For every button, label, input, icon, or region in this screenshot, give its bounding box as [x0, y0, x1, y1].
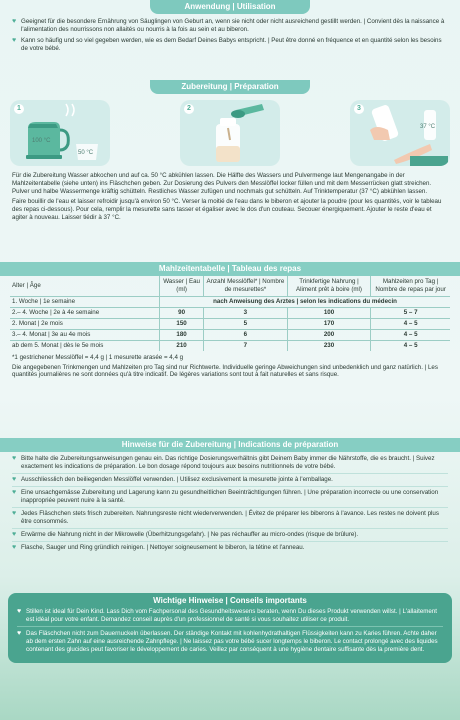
- preparation-title: Zubereitung | Préparation: [150, 80, 310, 94]
- ready-cell: 200: [287, 329, 371, 340]
- column-header: Mahlzeiten pro Tag | Nombre de repas par jour: [371, 276, 450, 296]
- list-item: [12, 489, 448, 508]
- doctor-note-cell: nach Anweisung des Arztes | selon les indications du médecin: [160, 296, 450, 307]
- usage-item-text: Geeignet für die besondere Ernährung von Säuglingen von Geburt an, wenn sie nicht oder nicht ausreichend gestillt werden. | Convient dès la naissance à l'alimentation des nourrissons non allaités ou nourris à la fois au sein et au biberon.: [21, 18, 445, 33]
- temperature-label: 100 °C: [32, 138, 51, 144]
- list-item: [12, 531, 448, 542]
- usage-list: [0, 14, 460, 53]
- preparation-illustrations: [0, 94, 460, 166]
- meal-table-section: [0, 262, 460, 381]
- column-header: Alter | Âge: [12, 281, 41, 289]
- heart-icon: ♥: [17, 629, 22, 637]
- column-header: Trinkfertige Nahrung | Aliment prêt à boire (ml): [287, 276, 371, 296]
- age-cell: 3.– 4. Monat | 3e au 4e mois: [12, 330, 91, 338]
- scoops-cell: 6: [204, 329, 288, 340]
- ready-cell: 230: [287, 340, 371, 350]
- important-title: Wichtige Hinweise | Conseils importants: [153, 596, 307, 605]
- water-cell: 90: [160, 307, 204, 318]
- scoop-footnote: *1 gestrichener Messlöffel = 4,4 g | 1 mesurette arasée = 4,4 g: [12, 353, 184, 361]
- heart-icon: ♥: [12, 488, 17, 496]
- bottle-scoop-icon: [180, 100, 280, 166]
- age-cell: 1. Woche | 1e semaine: [12, 297, 76, 305]
- list-item: [12, 544, 448, 554]
- important-text: Das Fläschchen nicht zum Dauernuckeln überlassen. Der ständige Kontakt mit kohlenhydrathaltigen Flüssigkeiten kann zu Karies führen. Achte daher ab dem ersten Zahn auf eine ausreichende Zahnpflege. | Ne laissez pas votre bébé sucer longtemps le biberon. Le contact prolongé avec des liquides contenant des glucides peut favoriser le développement de caries. Veillez par conséquent à une hygiène dentaire suffisante dès la première dent.: [26, 629, 438, 653]
- water-cell: 150: [160, 318, 204, 329]
- usage-section: [0, 0, 460, 56]
- age-cell: ab dem 5. Monat | dès le 5e mois: [12, 341, 104, 349]
- age-cell: 2.– 4. Woche | 2e à 4e semaine: [12, 308, 100, 316]
- important-list: [8, 608, 452, 656]
- list-item: [12, 510, 448, 529]
- table-header-row: [10, 276, 450, 296]
- hint-text: Erwärme die Nahrung nicht in der Mikrowelle (Überhitzungsgefahr). | Ne pas réchauffer au micro-ondes (risque de brûlure).: [21, 530, 359, 538]
- table-row: [10, 329, 450, 340]
- instructions-fr: Faire bouillir de l'eau et laisser refroidir jusqu'à environ 50 °C. Verser la moitié de l'eau dans le biberon et ajouter la poudre (pour les quantités, voir le tableau des repas ci-dessous). Pour cela, remplir la mesurette sans tasser et égaliser avec le dos d'un couteau. Secouer énergiquement. Ajouter le reste d'eau et agiter à nouveau. Laisser tiédir à 37 °C.: [12, 197, 442, 221]
- meals-cell: 4 – 5: [371, 329, 450, 340]
- list-item: [12, 476, 448, 487]
- water-cell: 180: [160, 329, 204, 340]
- guideline-note: Die angegebenen Trinkmengen und Mahlzeiten pro Tag sind nur Richtwerte. Individuelle geringe Abweichungen sind unbedenklich und ganz natürlich. | Les quantités journalières ne sont données qu'à titre indicatif. De légères variations sont tout à fait naturelles et sans risque.: [12, 363, 438, 379]
- important-notes-box: [8, 593, 452, 663]
- meal-table: [10, 276, 450, 351]
- hint-text: Eine unsachgemässe Zubereitung und Lagerung kann zu gesundheitlichen Beeinträchtigungen führen. | Une préparation incorrecte ou une conservation inappropriée peuvent nuire à la santé.: [21, 488, 439, 504]
- heart-icon: ♥: [12, 530, 17, 538]
- heart-icon: ♥: [12, 509, 17, 517]
- step-number: 3: [354, 104, 364, 114]
- heart-icon: ♥: [12, 543, 17, 551]
- temperature-label: 50 °C: [78, 150, 94, 156]
- heart-icon: ♥: [12, 18, 17, 25]
- hint-text: Bitte halte die Zubereitungsanweisungen genau ein. Das richtige Dosierungsverhältnis gibt Deinem Baby immer die Nährstoffe, die es braucht. | Suivez exactement les indications de préparation. Le bon dosage répond toujours aux besoins nutritionnels de votre bébé.: [21, 455, 435, 470]
- step-1-illustration: [10, 100, 110, 166]
- ready-cell: 100: [287, 307, 371, 318]
- important-text: Stillen ist ideal für Dein Kind. Lass Dich vom Fachpersonal des Gesundheitswesens beraten, wenn Du dieses Produkt verwenden willst. | L'allaitement est idéal pour votre enfant. Demandez conseil auprès d'un professionnel de santé si vous souhaitez utiliser ce produit.: [26, 608, 438, 623]
- temperature-label: 37 °C: [420, 124, 436, 130]
- list-item: [12, 455, 448, 474]
- usage-item-text: Kann so häufig und so viel gegeben werden, wie es dem Bedarf Deines Babys entspricht. | Peut être donné en fréquence et en quantité selon les besoins de votre bébé.: [21, 36, 442, 52]
- list-item: [12, 18, 448, 34]
- table-row: [10, 307, 450, 318]
- scoops-cell: 5: [204, 318, 288, 329]
- kettle-icon: [10, 100, 110, 166]
- list-item: [17, 608, 443, 627]
- column-header: Wasser | Eau (ml): [160, 276, 204, 296]
- meal-table-notes: [0, 351, 460, 380]
- step-3-illustration: [350, 100, 450, 166]
- step-2-illustration: [180, 100, 280, 166]
- scoops-cell: 7: [204, 340, 288, 350]
- step-number: 2: [184, 104, 194, 114]
- hint-text: Flasche, Sauger und Ring gründlich reinigen. | Nettoyer soigneusement le biberon, la tétine et l'anneau.: [21, 543, 305, 551]
- preparation-hints-section: [0, 438, 460, 555]
- scoops-cell: 3: [204, 307, 288, 318]
- meal-table-title: Mahlzeitentabelle | Tableau des repas: [0, 262, 460, 276]
- meals-cell: 5 – 7: [371, 307, 450, 318]
- meal-table-wrapper: [0, 276, 460, 351]
- list-item: [12, 37, 448, 53]
- table-row: [10, 296, 450, 307]
- hint-text: Ausschliesslich den beiliegenden Messlöffel verwenden. | Utilisez exclusivement la mesurette jointe à l'emballage.: [21, 475, 333, 483]
- table-row: [10, 318, 450, 329]
- preparation-instructions: [0, 166, 460, 222]
- usage-title: Anwendung | Utilisation: [150, 0, 310, 14]
- hint-text: Jedes Fläschchen stets frisch zubereiten. Nahrungsreste nicht wiederverwenden. | Évitez de préparer les biberons à l'avance. Les restes ne doivent plus être consommés.: [21, 509, 439, 525]
- column-header: Anzahl Messlöffel* | Nombre de mesurettes*: [204, 276, 288, 296]
- age-cell: 2. Monat | 2e mois: [12, 319, 63, 327]
- list-item: [17, 630, 443, 656]
- hints-title: Hinweise für die Zubereitung | Indications de préparation: [0, 438, 460, 452]
- heart-icon: ♥: [12, 36, 17, 44]
- hints-list: [0, 452, 460, 553]
- preparation-section: [0, 80, 460, 224]
- meals-cell: 4 – 5: [371, 340, 450, 350]
- table-row: [10, 340, 450, 350]
- heart-icon: ♥: [12, 475, 17, 483]
- heart-icon: ♥: [17, 608, 22, 615]
- ready-cell: 170: [287, 318, 371, 329]
- bottle-hand-icon: [350, 100, 450, 166]
- heart-icon: ♥: [12, 455, 17, 462]
- meals-cell: 4 – 5: [371, 318, 450, 329]
- instructions-de: Für die Zubereitung Wasser abkochen und auf ca. 50 °C abkühlen lassen. Die Hälfte des Wassers und Pulvermenge laut Mengenangabe in der Mahlzeitentabelle (siehe unten) ins Fläschchen geben. Zur Dosierung des Pulvers den Messlöffel locker füllen und mit dem Messerrücken glatt streichen. Pulver und halbe Wassermenge kräftig schütteln. Restliches Wasser zufügen und nochmals gut schütteln. Auf Trinktemperatur (37 °C) abkühlen lassen.: [12, 172, 432, 195]
- water-cell: 210: [160, 340, 204, 350]
- step-number: 1: [14, 104, 24, 114]
